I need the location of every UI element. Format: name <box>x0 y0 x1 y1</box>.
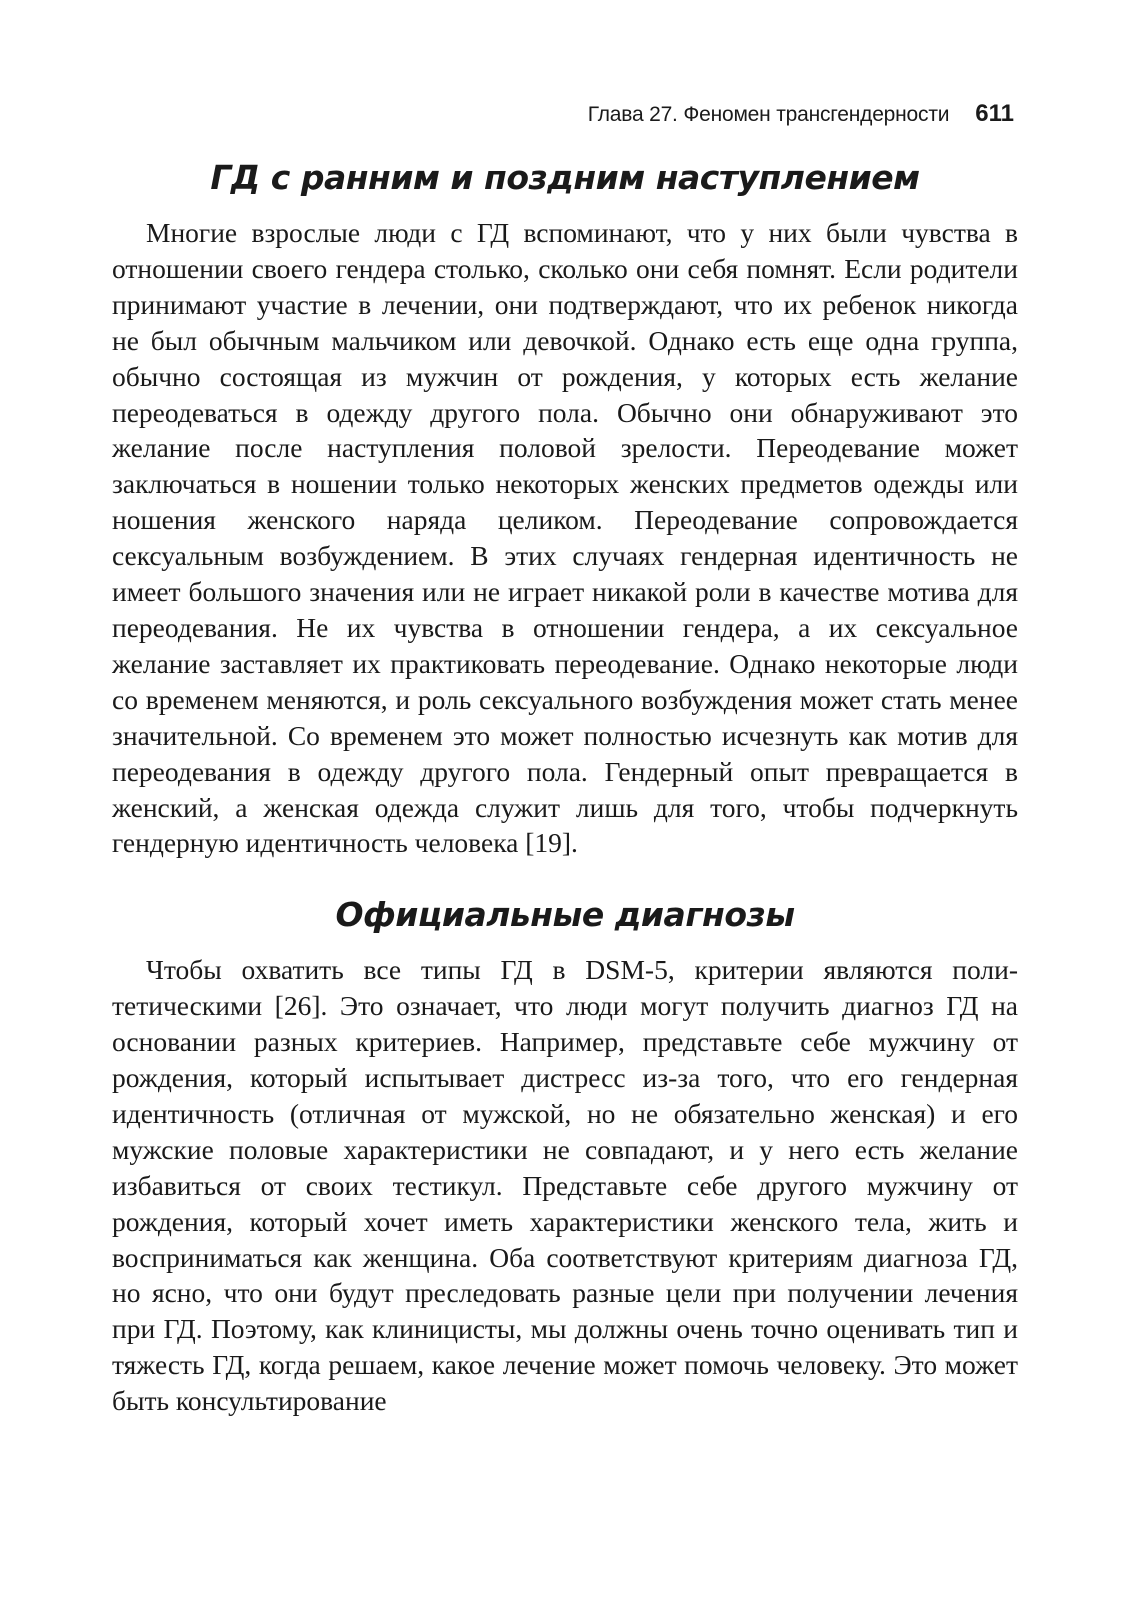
section-heading-early-late-onset: ГД с ранним и поздним наступлением <box>210 158 920 197</box>
chapter-title: Глава 27. Феномен трансгендерности <box>587 103 950 126</box>
page-content <box>112 158 1018 1419</box>
running-header <box>588 100 1014 128</box>
section-heading-official-diagnoses: Официальные диагнозы <box>335 895 795 935</box>
page-number: 611 <box>975 100 1014 127</box>
section-paragraph-official-diagnoses: Чтобы охватить все типы ГД в DSM-5, критерии являются политетическими [26]. Это означает, что люди могут получить диагноз ГД на основании разных критериев. Например, представьте себе мужчину от рождения, который испытывает дистресс из-за того, что его гендерная идентичность (отличная от мужской, но не обязательно женская) и его мужские половые характеристики не совпадают, и у него есть желание избавиться от своих тестикул. Представьте себе другого мужчину от рождения, который хочет иметь характеристики женского тела, жить и восприниматься как женщина. Оба соответствуют критериям диагноза ГД, но ясно, что они будут преследовать разные цели при получении лечения при ГД. Поэтому, как клиницисты, мы должны очень точно оценивать тип и тяжесть ГД, когда решаем, какое лечение может помочь человеку. Это может быть консультирование <box>112 954 1018 1417</box>
section-paragraph-early-late-onset: Многие взрослые люди с ГД вспоминают, что у них были чувства в отношении своего гендера столько, сколько они себя помнят. Если родители принимают участие в лечении, они подтверждают, что их ребенок никогда не был обычным мальчиком или девочкой. Однако есть еще одна группа, обычно состоящая из мужчин от рождения, у которых есть желание переодеваться в одежду другого пола. Обычно они обнаруживают это желание после наступления половой зрелости. Переодевание может заключаться в ношении только некоторых женских предметов одежды или ношения женского наряда целиком. Переодевание сопровождается сексуальным возбуждением. В этих случаях гендерная идентичность не имеет большого значения или не играет никакой роли в качестве мотива для переодевания. Не их чувства в отношении гендера, а их сексуальное желание заставляет их практиковать переодевание. Однако некоторые люди со временем меняются, и роль сексуального возбуждения может стать менее значительной. Со временем это может полностью исчезнуть как мотив для переодевания в одежду другого пола. Гендерный опыт превращается в женский, а женская одежда служит лишь для того, чтобы подчеркнуть гендерную идентичность человека [19]. <box>112 217 1018 859</box>
